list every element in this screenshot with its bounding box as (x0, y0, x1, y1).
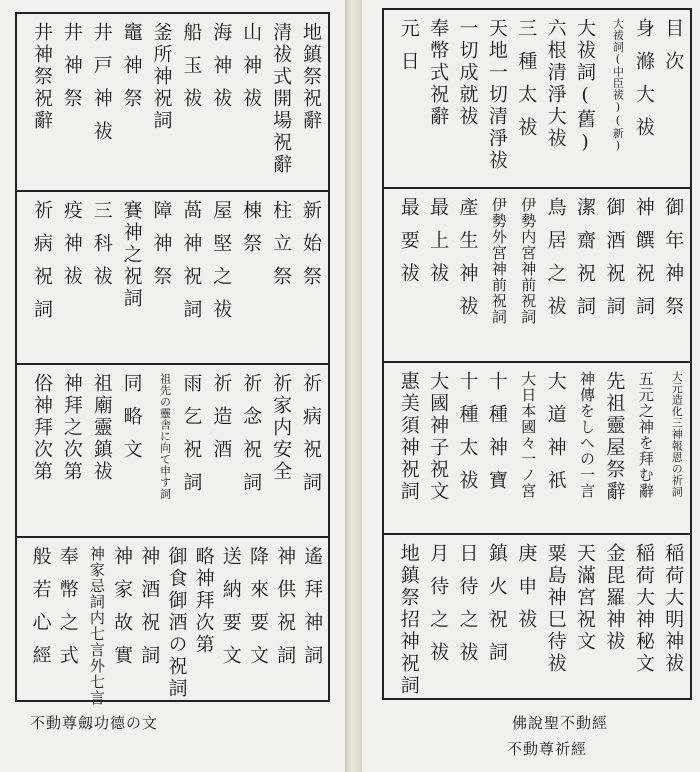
toc-entry: 庚申祓 (515, 543, 538, 642)
left-page (0, 0, 345, 772)
toc-entry: 祈念祝詞 (240, 373, 263, 505)
toc-entry: 送納要文 (219, 546, 242, 678)
toc-entry: 大國神子祝文 (427, 371, 450, 503)
left-section-4 (17, 536, 328, 706)
toc-entry: 身滌大祓 (632, 18, 655, 150)
toc-entry: 伊勢外宮神前祝詞 (489, 197, 508, 325)
toc-entry: 奉幣之式 (56, 546, 79, 678)
toc-entry: 大祓詞(中臣祓)(新) (611, 18, 625, 153)
toc-entry: 稲荷大明神祓 (662, 543, 685, 675)
toc-entry: 柱立祭 (270, 200, 293, 299)
toc-entry: 惠美須神祝詞 (397, 371, 420, 503)
toc-entry: 萵神祝詞 (180, 200, 203, 332)
toc-entry: 大日本國々一ノ宮 (519, 371, 538, 499)
toc-entry: 金毘羅神祓 (603, 543, 626, 653)
toc-entry: 產生神祓 (456, 197, 479, 329)
toc-entry: 祖廟靈鎮祓 (90, 373, 113, 483)
toc-entry: 地鎮祭祝辭 (299, 22, 322, 132)
toc-entry: 御年神祭 (662, 197, 685, 329)
toc-entry: 屋堅之祓 (210, 200, 233, 332)
toc-entry: 山神祓 (240, 22, 263, 121)
toc-entry: 三科祓 (90, 200, 113, 299)
toc-entry: 祈病祝詞 (30, 200, 53, 332)
right-section-3 (384, 361, 690, 533)
toc-entry: 潔齋祝詞 (574, 197, 597, 329)
toc-entry: 井神祭 (60, 22, 83, 121)
toc-entry: 障神祭 (150, 200, 173, 299)
toc-entry: 神傳をしへの一言 (578, 371, 597, 499)
toc-entry: 般若心經 (29, 546, 52, 678)
toc-entry: 神拜之次第 (60, 373, 83, 483)
right-footer-line-1: 佛說聖不動經 (512, 714, 609, 732)
toc-entry: 釜所神祝詞 (150, 22, 173, 132)
toc-entry: 大道神祇 (544, 371, 567, 503)
toc-entry: 祈造酒 (210, 373, 233, 472)
toc-entry: 目次 (662, 18, 685, 84)
toc-entry: 三種太祓 (515, 18, 538, 150)
left-section-3 (17, 363, 328, 536)
toc-entry: 海神祓 (210, 22, 233, 121)
toc-entry: 同略文 (120, 373, 143, 472)
toc-entry: 竈神祭 (120, 22, 143, 121)
toc-entry: 雨乞祝詞 (180, 373, 203, 505)
toc-entry: 船玉祓 (180, 22, 203, 121)
toc-entry: 十種太祓 (456, 371, 479, 503)
toc-entry: 地鎮祭招神祝詞 (397, 543, 420, 697)
toc-entry: 神饌祝詞 (632, 197, 655, 329)
toc-entry: 祈家内安全 (270, 373, 293, 483)
toc-entry: 神家忌詞内七言外七言 (87, 546, 106, 706)
toc-entry: 疫神祓 (60, 200, 83, 299)
toc-entry: 鎮火祝詞 (485, 543, 508, 675)
toc-entry: 賽神之祝詞 (120, 200, 143, 310)
toc-entry: 清祓式開場祝辭 (270, 22, 293, 176)
toc-entry: 十種神寶 (485, 371, 508, 503)
right-section-4 (384, 533, 690, 698)
toc-entry: 五元之神を拜む辭 (636, 371, 655, 499)
toc-entry: 伊勢内宮神前祝詞 (519, 197, 538, 325)
toc-entry: 御酒祝詞 (603, 197, 626, 329)
toc-entry: 俗神拜次第 (30, 373, 53, 483)
toc-entry: 新始祭 (299, 200, 322, 299)
toc-entry: 略神拜次第 (192, 546, 215, 656)
toc-entry: 最上祓 (427, 197, 450, 296)
toc-entry: 日待之祓 (456, 543, 479, 675)
toc-entry: 奉幣式祝辭 (427, 18, 450, 128)
left-table-frame (15, 12, 330, 706)
toc-entry: 大祓詞(舊) (574, 18, 597, 156)
toc-entry: 六根清淨大祓 (544, 18, 567, 150)
toc-entry: 一切成就祓 (456, 18, 479, 128)
toc-entry: 祖先の靈舎に向て申す詞 (158, 373, 172, 500)
toc-entry: 祈病祝詞 (299, 373, 322, 505)
toc-entry: 降來要文 (246, 546, 269, 678)
toc-entry: 天地一切清淨祓 (485, 18, 508, 172)
toc-entry: 月待之祓 (427, 543, 450, 675)
book-gutter (345, 0, 362, 772)
toc-entry: 御食御酒の祝詞 (165, 546, 188, 700)
toc-entry: 遙拜神詞 (301, 546, 324, 678)
toc-entry: 棟祭 (240, 200, 263, 266)
right-table-frame (382, 8, 692, 700)
toc-entry: 粟島神巳待祓 (544, 543, 567, 675)
toc-entry: 神供祝詞 (274, 546, 297, 678)
right-page (362, 0, 700, 772)
toc-entry: 大元造化三神報恩の祈詞 (670, 371, 684, 498)
toc-entry: 神家故實 (111, 546, 134, 678)
toc-entry: 井神祭祝辭 (30, 22, 53, 132)
toc-entry: 最要祓 (397, 197, 420, 296)
toc-entry: 稲荷大神秘文 (632, 543, 655, 675)
toc-entry: 神酒祝詞 (138, 546, 161, 678)
right-footer-line-2: 不動尊祈經 (507, 740, 588, 758)
left-section-1 (17, 14, 328, 190)
toc-entry: 元日 (397, 18, 420, 84)
right-section-2 (384, 187, 690, 361)
toc-entry: 井戸神祓 (90, 22, 113, 154)
right-section-1 (384, 10, 690, 187)
left-footer-text: 不動尊劔功德の文 (30, 714, 159, 732)
toc-entry: 先祖靈屋祭辭 (603, 371, 626, 503)
left-section-2 (17, 190, 328, 363)
toc-entry: 鳥居之祓 (544, 197, 567, 329)
toc-entry: 天滿宮祝文 (574, 543, 597, 653)
